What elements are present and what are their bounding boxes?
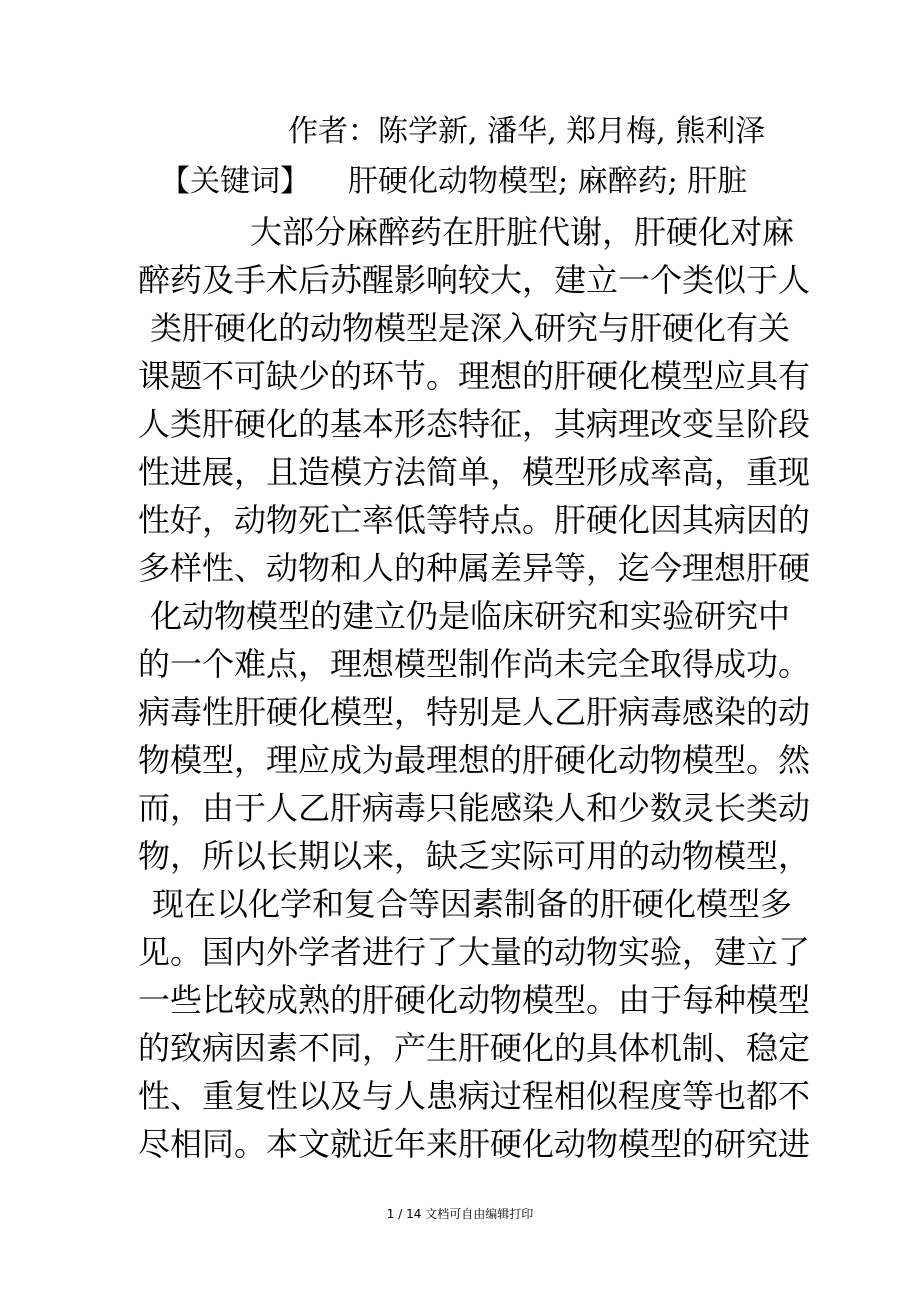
body-line: 性进展，且造模方法简单，模型形成率高，重现 [138,453,811,491]
body-line: 病毒性肝硬化模型，特别是人乙肝病毒感染的动 [138,693,811,731]
keywords-line [160,160,747,204]
body-line: 现在以化学和复合等因素制备的肝硬化模型多 [152,885,793,923]
body-line: 物模型，理应成为最理想的肝硬化动物模型。然 [138,741,811,779]
body-line: 化动物模型的建立仍是临床研究和实验研究中 [150,597,791,635]
author-line: 作者：陈学新, 潘华, 郑月梅, 熊利泽 [288,114,766,149]
body-line: 类肝硬化的动物模型是深入研究与肝硬化有关 [150,309,791,347]
body-line: 多样性、动物和人的种属差异等，迄今理想肝硬 [138,549,811,587]
keywords-text: 肝硬化动物模型; 麻醉药; 肝脏 [348,164,748,199]
keywords-label: 【关键词】 [160,164,310,199]
body-line: 醉药及手术后苏醒影响较大，建立一个类似于人 [138,261,811,299]
body-line: 见。国内外学者进行了大量的动物实验，建立了 [138,933,811,971]
page-footer: 1 / 14 文档可自由编辑打印 [386,1207,534,1221]
body-line: 课题不可缺少的环节。理想的肝硬化模型应具有 [138,357,811,395]
body-line: 大部分麻醉药在肝脏代谢，肝硬化对麻 [250,213,795,251]
body-line: 人类肝硬化的基本形态特征，其病理改变呈阶段 [138,405,811,443]
body-line: 性、重复性以及与人患病过程相似程度等也都不 [138,1077,811,1115]
body-line: 而，由于人乙肝病毒只能感染人和少数灵长类动 [138,789,811,827]
body-line: 的一个难点，理想模型制作尚未完全取得成功。 [138,645,811,683]
body-line: 一些比较成熟的肝硬化动物模型。由于每种模型 [138,981,811,1019]
body-line: 尽相同。本文就近年来肝硬化动物模型的研究进 [138,1125,811,1163]
body-line: 物，所以长期以来，缺乏实际可用的动物模型， [138,837,811,875]
body-line: 的致病因素不同，产生肝硬化的具体机制、稳定 [138,1029,811,1067]
body-line: 性好，动物死亡率低等特点。肝硬化因其病因的 [138,501,811,539]
